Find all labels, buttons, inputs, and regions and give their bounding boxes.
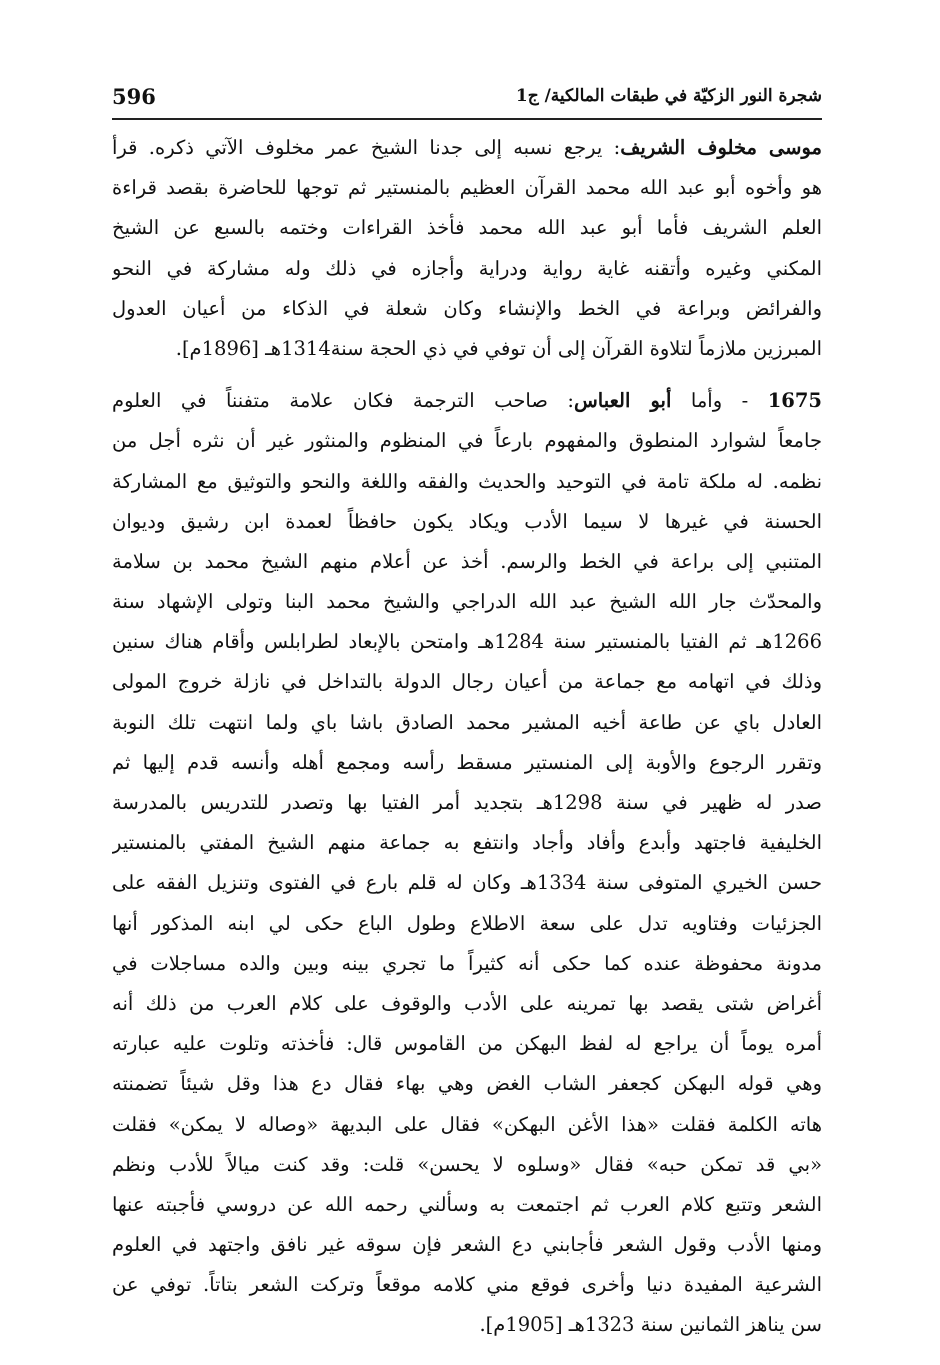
text-line: أغراض شتى يقصد بها تمرينه على الأدب والوقوف على كلام العرب من ذلك أنه — [112, 991, 822, 1015]
paragraph-abu-al-abbas — [112, 381, 822, 1346]
entry-name: موسى مخلوف الشريف — [620, 136, 822, 159]
text-line: وتقرر الرجوع والأوبة إلى المنستير مسقط رأسه ومجمع أهله وأنسه قدم إليها ثم — [112, 750, 822, 774]
text-line: 1266هـ ثم الفتيا بالمنستير سنة 1284هـ وامتحن بالإبعاد لطرابلس وأقام هناك سنين — [112, 630, 822, 654]
page — [112, 80, 822, 1346]
text-line: مدونة محفوظة عنده كما حكى أنه كثيراً ما تجري بينه وبين والده مساجلات في — [112, 951, 822, 975]
page-header — [112, 80, 822, 120]
text-line: «بي قد تمكن حبه» فقال «وسلوه لا يحسن» قلت: وقد كنت ميالاً للأدب ونظم — [112, 1152, 822, 1176]
text-line: العلم الشريف فأما أبو عبد الله محمد فأخذ القراءات وختمه بالسبع عن الشيخ — [112, 216, 822, 240]
text-line: المتنبي إلى براعة في الخط والرسم. أخذ عن أعلام منهم الشيخ محمد بن سلامة — [112, 549, 822, 573]
entry-number: 1675 — [767, 389, 822, 413]
text-line: الجزئيات وفتاويه تدل على سعة الاطلاع وطول الباع حكى لي ابنه المذكور أنها — [112, 911, 822, 935]
text-line: نظمه. له ملكة تامة في التوحيد والحديث والفقه واللغة والنحو والتوثيق مع المشاركة — [112, 469, 822, 493]
text-line: العادل باي عن طاعة أخيه المشير محمد الصادق باشا باي ولما انتهت تلك النوبة — [112, 710, 822, 734]
paragraph-gap — [112, 369, 822, 381]
text-line: وذلك في اتهامه مع جماعة من أعيان رجال الدولة بالتداخل في نازلة خروج المولى — [112, 670, 822, 694]
header-rule — [112, 118, 822, 120]
running-title: شجرة النور الزكيّة في طبقات المالكية/ ج1 — [515, 86, 822, 106]
text-line: وهي قوله البهكن كجعفر الشاب الغض وهي بهاء فقال دع هذا وقل شيئاً تضمنته — [112, 1072, 822, 1096]
text-line: الخليفية فاجتهد وأبدع وأفاد وأجاد وانتفع به جماعة منهم الشيخ المفتي بالمنستير — [112, 831, 822, 855]
text-line — [112, 128, 822, 168]
line-text: - وأما — [671, 389, 768, 413]
text-line: سن يناهز الثمانين سنة 1323هـ [1905م]. — [479, 1313, 822, 1337]
text-line: أمره يوماً أن يراجع له لفظ البهكن من القاموس قال: فأخذته وتلوت عليه عبارته — [112, 1032, 822, 1056]
text-line: والفرائض وبراعة في الخط والإنشاء وكان شعلة في الذكاء من أعيان العدول — [112, 296, 822, 320]
text-line: الشرعية المفيدة دنيا وأخرى فوقع مني كلامه موقعاً وتركت الشعر بتاتاً. توفي عن — [112, 1273, 822, 1297]
entry-name: أبو العباس — [573, 389, 672, 413]
text-line: هو وأخوه أبو عبد الله محمد القرآن العظيم بالمنستير ثم توجها للحاضرة بقصد قراءة — [112, 176, 822, 200]
page-number: 596 — [112, 84, 156, 109]
text-line: صدر له ظهير في سنة 1298هـ بتجديد أمر الفتيا بها وتصدر للتدريس بالمدرسة — [112, 791, 822, 814]
text-line: الشعر وتتبع كلام العرب ثم اجتمعت به وسألني رحمه الله عن دروسي فأجبته عنها — [112, 1192, 822, 1216]
text-line: والمحدّث جار الله الشيخ عبد الله الدراجي والشيخ محمد البنا وتولى الإشهاد سنة — [112, 590, 822, 614]
text-line — [112, 381, 822, 421]
text-line: هاته الكلمة فقلت «هذا الأغن البهكن» فقال على البديهة «وصاله لا يمكن» فقلت — [112, 1112, 822, 1136]
text-line: حسن الخيري المتوفى سنة 1334هـ وكان له قلم بارع في الفتوى وتنزيل الفقه على — [112, 871, 822, 895]
text-line: المبرزين ملازماً لتلاوة القرآن إلى أن توفي في ذي الحجة سنة1314هـ [1896م]. — [175, 336, 822, 360]
text-line: ومنها الأدب وقول الشعر فأجابني دع الشعر فإن سوقه غير نافق واجتهد في العلوم — [112, 1233, 822, 1257]
text-line: جامعاً لشوارد المنطوق والمفهوم بارعاً في المنظوم والمنثور غير أن نثره أجل من — [112, 429, 822, 453]
text-line: المكني وغيره وأتقنه غاية رواية ودراية وأجازه في ذلك وله مشاركة في النحو — [112, 256, 822, 280]
line-text: : صاحب الترجمة فكان علامة متفنناً في العلوم — [112, 389, 574, 413]
text-line: الحسنة في غيرها لا سيما الأدب ويكاد يكون حافظاً لعمدة ابن رشيق وديوان — [112, 509, 822, 533]
line-text: : يرجع نسبه إلى جدنا الشيخ عمر مخلوف الآتي ذكره. قرأ — [112, 136, 621, 159]
paragraph-musa-makhluf — [112, 128, 822, 369]
body-text — [112, 128, 822, 1346]
